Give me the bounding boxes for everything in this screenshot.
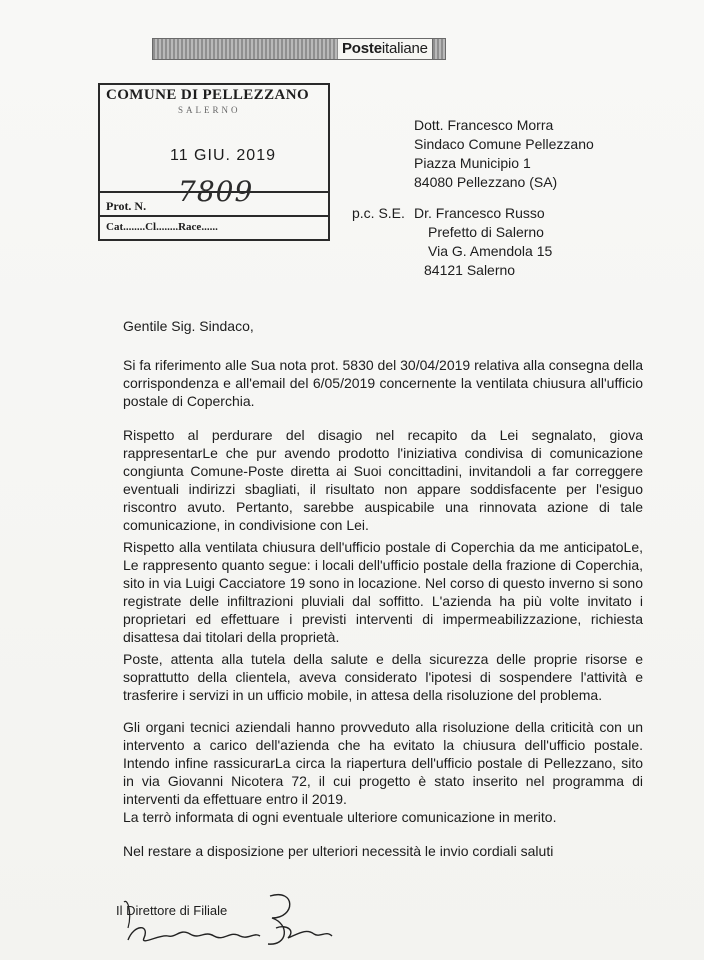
cc-address bbox=[414, 204, 552, 280]
stamp-title: COMUNE DI PELLEZZANO bbox=[106, 87, 310, 103]
salutation: Gentile Sig. Sindaco, bbox=[123, 318, 254, 334]
paragraph: Si fa riferimento alle Sua nota prot. 5830 del 30/04/2019 relativa alla consegna della corrispondenza e all'email del 6/05/2019 concernente la ventilata chiusura all'ufficio postale di Coperchia. bbox=[123, 357, 643, 409]
recipient-address bbox=[414, 116, 594, 192]
paragraph: Rispetto alla ventilata chiusura dell'ufficio postale di Coperchia da me anticipatoLe, Le rappresento quanto segue: i locali dell'ufficio postale della frazione di Coperchia, sito in via Luigi Cacciatore 19 sono in locazione. Nel corso di questo inverno si sono registrate delle infiltrazioni pluviali dal soffitto. L'azienda ha più volte invitato i proprietari ed effettuare i previsti interventi di impermeabilizzazione, richiesta disattesa dai titolari della proprietà. bbox=[123, 539, 643, 645]
cc-line: Via G. Amendola 15 bbox=[428, 243, 553, 259]
stamp-divider bbox=[100, 215, 328, 217]
recipient-line: 84080 Pellezzano (SA) bbox=[414, 174, 558, 190]
handwritten-signature bbox=[120, 884, 340, 954]
cc-line: Dr. Francesco Russo bbox=[414, 205, 545, 221]
recipient-line: Dott. Francesco Morra bbox=[414, 117, 554, 133]
paragraph: Rispetto al perdurare del disagio nel recapito da Lei segnalato, giova rappresentarLe che pur avendo prodotto l'iniziativa condivisa di comunicazione congiunta Comune-Poste diretta ai Suoi concittadini, invitandoli a far correggere eventuali indirizzi sbagliati, il risultato non appare soddisfacente per l'esiguo riscontro avuto. Pertanto, sarebbe auspicabile una rinnovata azione di tale comunicazione, in condivisione con Lei. bbox=[123, 427, 643, 533]
paragraph: Poste, attenta alla tutela della salute e della sicurezza delle proprie risorse e soprattutto della clientela, aveva considerato l'ipotesi di sospendere l'attività e trasferire i servizi in un ufficio mobile, in attesa della risoluzione del problema. bbox=[123, 651, 643, 703]
recipient-line: Sindaco Comune Pellezzano bbox=[414, 136, 594, 152]
cc-line: 84121 Salerno bbox=[424, 262, 516, 278]
recipient-line: Piazza Municipio 1 bbox=[414, 155, 531, 171]
brand-rest: italiane bbox=[381, 40, 428, 57]
stamp-category-line: Cat........Cl........Race...... bbox=[106, 221, 218, 233]
poste-logo bbox=[338, 38, 433, 60]
paragraph: La terrò informata di ogni eventuale ulteriore comunicazione in merito. bbox=[123, 809, 557, 825]
protocol-stamp bbox=[98, 83, 330, 241]
paragraph: Nel restare a disposizione per ulteriori necessità le invio cordiali saluti bbox=[123, 843, 554, 859]
stamp-prot-label: Prot. N. bbox=[106, 199, 147, 213]
cc-label: p.c. S.E. bbox=[352, 205, 405, 221]
stamp-subtitle: SALERNO bbox=[178, 105, 241, 115]
cc-line: Prefetto di Salerno bbox=[428, 224, 544, 240]
signature-title: Il Direttore di Filiale bbox=[116, 903, 228, 918]
stamp-prot-number: 7809 bbox=[178, 175, 254, 208]
brand-bold: Poste bbox=[342, 40, 382, 57]
stamp-date: 11 GIU. 2019 bbox=[170, 147, 276, 164]
paragraph: Gli organi tecnici aziendali hanno provveduto alla risoluzione della criticità con un intervento a carico dell'azienda che ha evitato la chiusura dell'ufficio postale. Intendo infine rassicurarLa circa la riapertura dell'ufficio postale di Pellezzano, sito in via Giovanni Nicotera 72, il cui progetto è stato inserito nel programma di interventi da effettuare entro il 2019. bbox=[123, 719, 643, 807]
